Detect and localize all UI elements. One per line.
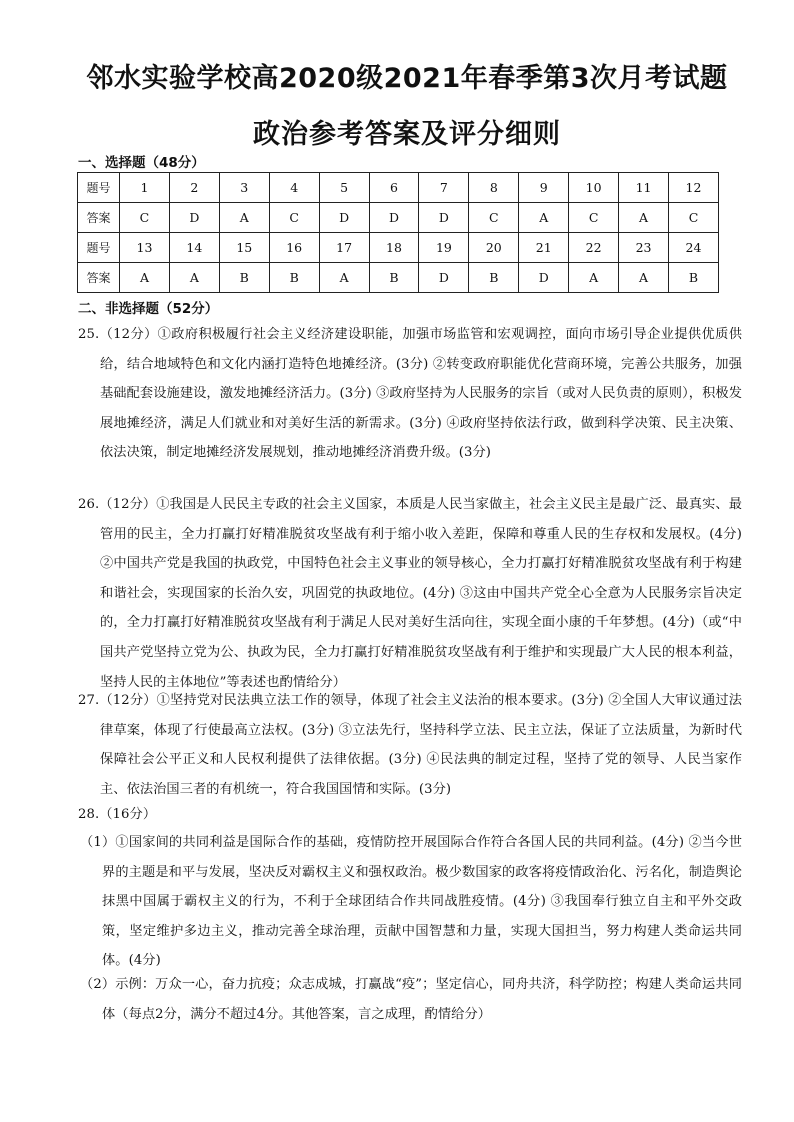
- table-cell: C: [569, 203, 619, 233]
- table-cell: D: [519, 263, 569, 293]
- row-label: 答案: [78, 263, 120, 293]
- table-cell: 8: [469, 173, 519, 203]
- table-cell: B: [219, 263, 269, 293]
- table-cell: 3: [219, 173, 269, 203]
- question-27-answer: 27.（12分）①坚持党对民法典立法工作的领导，体现了社会主义法治的根本要求。(3分) ②全国人大审议通过法律草案，体现了行使最高立法权。(3分) ③立法先行，坚持科学立法、民主立法，保证了立法质量，为新时代保障社会公平正义和人民权利提供了法律依据。(3分) ④民法典的制定过程，坚持了党的领导、人民当家作主、依法治国三者的有机统一，符合我国国情和实际。(3分): [78, 693, 742, 797]
- table-cell: A: [169, 263, 219, 293]
- table-cell: 11: [619, 173, 669, 203]
- table-row: [78, 173, 719, 203]
- table-cell: 20: [469, 233, 519, 263]
- table-cell: 7: [419, 173, 469, 203]
- table-cell: 2: [169, 173, 219, 203]
- question-28-heading: 28.（16分）: [78, 807, 157, 822]
- table-cell: A: [569, 263, 619, 293]
- table-cell: C: [269, 203, 319, 233]
- table-cell: A: [619, 203, 669, 233]
- row-label: 答案: [78, 203, 120, 233]
- table-cell: B: [469, 263, 519, 293]
- table-cell: 24: [668, 233, 718, 263]
- table-cell: 6: [369, 173, 419, 203]
- table-cell: D: [169, 203, 219, 233]
- table-cell: 21: [519, 233, 569, 263]
- table-cell: 14: [169, 233, 219, 263]
- table-cell: 10: [569, 173, 619, 203]
- table-row: [78, 233, 719, 263]
- table-cell: 13: [120, 233, 170, 263]
- table-cell: A: [319, 263, 369, 293]
- table-cell: D: [319, 203, 369, 233]
- page-title: 邻水实验学校高2020级2021年春季第3次月考试题: [86, 63, 728, 94]
- table-cell: 22: [569, 233, 619, 263]
- table-cell: A: [120, 263, 170, 293]
- table-cell: 16: [269, 233, 319, 263]
- table-cell: A: [219, 203, 269, 233]
- row-label: 题号: [78, 173, 120, 203]
- table-cell: 23: [619, 233, 669, 263]
- table-cell: A: [519, 203, 569, 233]
- table-cell: 12: [668, 173, 718, 203]
- table-cell: D: [419, 263, 469, 293]
- answer-table: [77, 172, 719, 293]
- table-cell: B: [369, 263, 419, 293]
- section-heading-choice: 一、选择题（48分）: [78, 155, 205, 171]
- table-cell: 17: [319, 233, 369, 263]
- page-subtitle: 政治参考答案及评分细则: [253, 119, 561, 150]
- table-cell: C: [120, 203, 170, 233]
- table-row: [78, 263, 719, 293]
- table-cell: D: [369, 203, 419, 233]
- table-cell: 4: [269, 173, 319, 203]
- table-row: [78, 203, 719, 233]
- table-cell: 1: [120, 173, 170, 203]
- table-cell: 18: [369, 233, 419, 263]
- question-28-part1-answer: （1）①国家间的共同利益是国际合作的基础，疫情防控开展国际合作符合各国人民的共同利益。(4分) ②当今世界的主题是和平与发展，坚决反对霸权主义和强权政治。极少数国家的政客将疫情政治化、污名化，制造舆论抹黑中国属于霸权主义的行为，不利于全球团结合作共同战胜疫情。(4分) ③我国奉行独立自主和平外交政策，坚定维护多边主义，推动完善全球治理，贡献中国智慧和力量，实现大国担当，努力构建人类命运共同体。(4分): [80, 835, 742, 969]
- question-28-part2-answer: （2）示例：万众一心，奋力抗疫；众志成城，打赢战“疫”；坚定信心，同舟共济，科学防控；构建人类命运共同体（每点2分，满分不超过4分。其他答案，言之成理，酌情给分）: [80, 977, 742, 1022]
- question-26-answer: 26.（12分）①我国是人民民主专政的社会主义国家，本质是人民当家做主，社会主义民主是最广泛、最真实、最管用的民主，全力打赢打好精准脱贫攻坚战有利于缩小收入差距，保障和尊重人民的生存权和发展权。(4分) ②中国共产党是我国的执政党，中国特色社会主义事业的领导核心，全力打赢打好精准脱贫攻坚战有利于构建和谐社会，实现国家的长治久安，巩固党的执政地位。(4分) ③这由中国共产党全心全意为人民服务宗旨决定的，全力打赢打好精准脱贫攻坚战有利于满足人民对美好生活向往，实现全面小康的千年梦想。(4分)（或“中国共产党坚持立党为公、执政为民，全力打赢打好精准脱贫攻坚战有利于维护和实现最广大人民的根本利益，坚持人民的主体地位”等表述也酌情给分）: [78, 497, 742, 690]
- table-cell: 5: [319, 173, 369, 203]
- table-cell: B: [668, 263, 718, 293]
- table-cell: 15: [219, 233, 269, 263]
- table-cell: A: [619, 263, 669, 293]
- table-cell: C: [469, 203, 519, 233]
- table-cell: 19: [419, 233, 469, 263]
- table-cell: B: [269, 263, 319, 293]
- table-cell: C: [668, 203, 718, 233]
- row-label: 题号: [78, 233, 120, 263]
- table-cell: 9: [519, 173, 569, 203]
- table-cell: D: [419, 203, 469, 233]
- question-25-answer: 25.（12分）①政府积极履行社会主义经济建设职能，加强市场监管和宏观调控，面向市场引导企业提供优质供给，结合地域特色和文化内涵打造特色地摊经济。(3分) ②转变政府职能优化营商环境，完善公共服务，加强基础配套设施建设，激发地摊经济活力。(3分) ③政府坚持为人民服务的宗旨（或对人民负责的原则），积极发展地摊经济，满足人们就业和对美好生活的新需求。(3分) ④政府坚持依法行政，做到科学决策、民主决策、依法决策，制定地摊经济发展规划，推动地摊经济消费升级。(3分): [78, 327, 742, 461]
- section-heading-nonchoice: 二、非选择题（52分）: [78, 301, 219, 317]
